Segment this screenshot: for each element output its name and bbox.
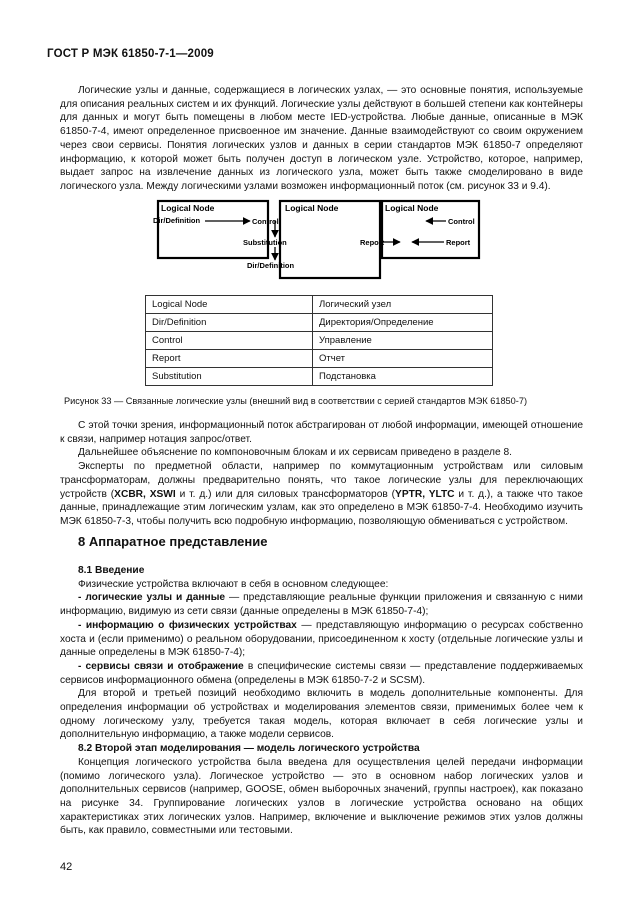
node3-label: Logical Node bbox=[385, 203, 439, 213]
list-item bbox=[60, 619, 583, 660]
paragraph-additional-components: Для второй и третьей позиций необходимо включить в модель дополнительные компоненты. Для определения информации об устройствах и моделирования элементов связи, применимых более чем к одному логическому узлу, требуется такая модель, которая включает в себя логические узлы и дополнительную информацию, а также модели сервисов. bbox=[60, 688, 583, 741]
heading-text: 8.2 Второй этап моделирования — модель логического устройства bbox=[78, 743, 420, 755]
list-item bbox=[60, 591, 583, 618]
subsection-8-2-heading bbox=[60, 742, 583, 756]
table-cell: Подстановка bbox=[313, 368, 493, 386]
substitution-label: Substitution bbox=[243, 238, 287, 247]
bold-run: - логические узлы и данные bbox=[78, 592, 226, 604]
table-cell: Управление bbox=[313, 332, 493, 350]
text-run: Эксперты по предметной области, например по коммутационным устройствам или силовым трансформаторам, должны предварительно понять, что такое логические узлы для переключающих устройств ( bbox=[60, 461, 583, 500]
table-cell: Отчет bbox=[313, 350, 493, 368]
bold-run: - сервисы связи и отображение bbox=[78, 660, 244, 672]
connector-arrows bbox=[205, 221, 446, 260]
node1-label: Logical Node bbox=[161, 203, 215, 213]
section-8-body bbox=[60, 564, 583, 838]
after-figure-block bbox=[60, 419, 583, 529]
node2-label: Logical Node bbox=[285, 203, 339, 213]
paragraph-abstraction: С этой точки зрения, информационный поток абстрагирован от любой информации, имеющей отношение к связи, например нотация запрос/ответ. bbox=[60, 420, 583, 445]
table-row bbox=[146, 350, 493, 368]
table-cell: Report bbox=[146, 350, 313, 368]
paragraph-physical-devices: Физические устройства включают в себя в основном следующее: bbox=[78, 578, 389, 590]
paragraph-logical-nodes: Логические узлы и данные, содержащиеся в логических узлах, — это основные понятия, используемые для описания реальных систем и их функций. Логические узлы действуют в большей степени как контейнеры для данных и могут быть помещены в любом месте IED-устройства. Любые данные, описанные в МЭК 61850-7-4, имеют определенное присвоенное им значение. Данные взаимодействуют со своим окружением через свои сервисы. Понятия логических узлов и данных в серии стандартов МЭК 61850-7 определяют информацию, к которой может быть получен доступ в логическом узле. Устройство, которое, например, выдает запрос на извлечение данных из логического узла, может быть также смоделировано в виде логического узла. Между логическими узлами возможен информационный поток (см. рисунок 33 и 9.4). bbox=[60, 85, 583, 192]
report-mid-label: Report bbox=[360, 238, 385, 247]
table-cell: Substitution bbox=[146, 368, 313, 386]
text-run: и т. д.), а также что такое данные, принадлежащие этим логическим узлам, как это определено в МЭК 61850-7-4. Необходимо изучить МЭК 61850-7-3, чтобы получить всю подробную информацию, позволяющую обмениваться с устройством. bbox=[60, 488, 583, 527]
paragraph-logical-device: Концепция логического устройства была введена для осуществления целей передачи информации (помимо логического узла). Логическое устройство — это в основном набор логических узлов и дополнительных сервисов (например, GOOSE, обмен выборочных значений, группы настроек), как показано на рисунке 34. Группирование логических узлов в логические устройства основано на общих характеристиках этих логических узлов. Например, включение и выключение режимов этих узлов должны быть, как правило, совместными или тестовыми. bbox=[60, 756, 583, 837]
table-cell: Dir/Definition bbox=[146, 314, 313, 332]
table-row bbox=[146, 368, 493, 386]
paragraph-experts bbox=[60, 460, 583, 529]
page-number: 42 bbox=[60, 861, 73, 873]
figure-caption: Рисунок 33 — Связанные логические узлы (внешний вид в соответствии с серией стандартов МЭК 61850-7) bbox=[64, 396, 528, 406]
figure-legend-table bbox=[145, 295, 493, 386]
table-row bbox=[146, 296, 493, 314]
paragraph-reference-section8: Дальнейшее объяснение по компоновочным блокам и их сервисам приведено в разделе 8. bbox=[78, 447, 512, 459]
text-run: и т. д.) или для силовых трансформаторов ( bbox=[175, 488, 396, 500]
intro-paragraph-block bbox=[60, 84, 583, 194]
section-8-heading: 8 Аппаратное представление bbox=[78, 534, 268, 549]
heading-text: 8.1 Введение bbox=[78, 565, 145, 576]
bold-run: YPTR, YLTC bbox=[395, 488, 455, 500]
table-row bbox=[146, 332, 493, 350]
figure-33-diagram bbox=[150, 197, 490, 285]
control-right-label: Control bbox=[448, 217, 475, 226]
text-run: в специфические системы связи — представление поддерживаемых сервисов информационного обмена (определены в МЭК 61850-7-2 и SCSM). bbox=[60, 660, 583, 686]
table-cell: Logical Node bbox=[146, 296, 313, 314]
running-header: ГОСТ Р МЭК 61850-7-1—2009 bbox=[47, 48, 214, 60]
control-mid-label: Control bbox=[252, 217, 279, 226]
table-cell: Директория/Определение bbox=[313, 314, 493, 332]
list-item bbox=[60, 660, 583, 687]
table-row bbox=[146, 314, 493, 332]
text-run: — представляющие реальные функции приложения и связанную с ними информацию, видимую из сети связи (данные определены в МЭК 61850-7-4); bbox=[60, 592, 584, 618]
dir-def-bottom-label: Dir/Definition bbox=[247, 261, 295, 270]
table-cell: Логический узел bbox=[313, 296, 493, 314]
text-run: — представляющую информацию о ресурсах собственно хоста и (если применимо) о реальном оборудовании, присоединенном к хосту (отдельные логические узлы и данные определены в МЭК 61850-7-4); bbox=[60, 619, 583, 659]
bold-run: - информацию о физических устройствах bbox=[78, 619, 297, 631]
bold-run: XCBR, XSWI bbox=[114, 488, 176, 500]
subsection-8-1-heading bbox=[60, 564, 583, 578]
dir-def-left-label: Dir/Definition bbox=[153, 216, 201, 225]
table-cell: Control bbox=[146, 332, 313, 350]
report-right-label: Report bbox=[446, 238, 471, 247]
